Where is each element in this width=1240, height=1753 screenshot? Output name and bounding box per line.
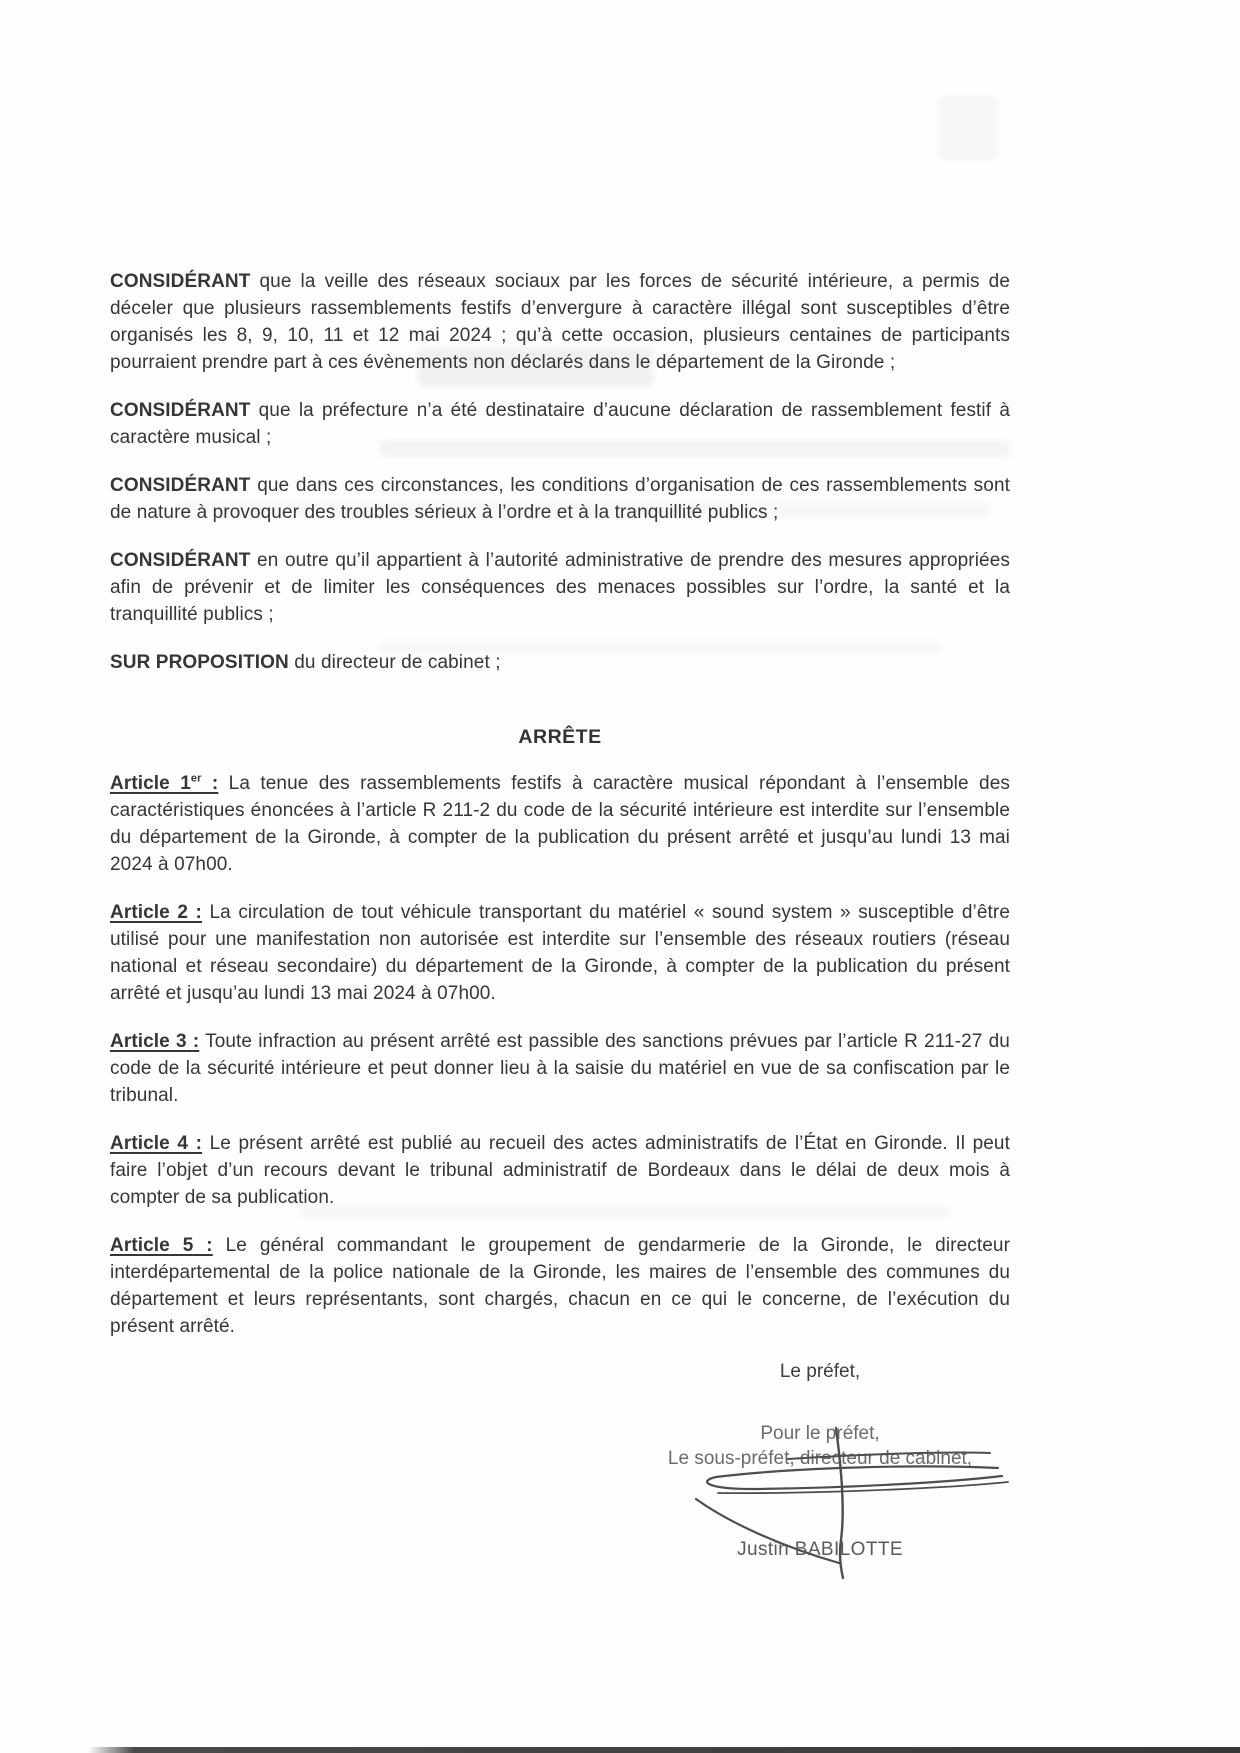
considerant-label: CONSIDÉRANT <box>110 475 251 496</box>
arrete-heading: ARRÊTE <box>518 726 602 748</box>
considerant-text: que dans ces circonstances, les conditions d’organisation de ces rassemblements sont de nature à provoquer des troubles sérieux à l’ordre et à la tranquillité publics ; <box>110 475 1010 523</box>
article-1-paragraph <box>110 770 1010 878</box>
considerant-text: que la préfecture n’a été destinataire d’aucune déclaration de rassemblement festif à caractère musical ; <box>110 400 1010 448</box>
article-2-label: Article 2 : <box>110 902 202 923</box>
considerant-label: CONSIDÉRANT <box>110 400 251 421</box>
signature-block <box>610 1358 1030 1598</box>
signature-title-prefet: Le préfet, <box>779 1361 861 1382</box>
considerant-text: en outre qu’il appartient à l’autorité administrative de prendre des mesures appropriées afin de prévenir et de limiter les conséquences des menaces possibles sur l’ordre, la santé et la tranquillité publics ; <box>110 550 1010 625</box>
considerant-label: CONSIDÉRANT <box>110 550 251 571</box>
sur-proposition-label: SUR PROPOSITION <box>110 652 289 673</box>
article-5-paragraph <box>110 1232 1010 1340</box>
sur-proposition-paragraph <box>110 649 1010 676</box>
considerant-paragraph-4 <box>110 547 1010 628</box>
considerant-text: que la veille des réseaux sociaux par les forces de sécurité intérieure, a permis de déceler que plusieurs rassemblements festifs d’envergure à caractère illégal sont susceptibles d’être organisés les 8, 9, 10, 11 et 12 mai 2024 ; qu’à cette occasion, plusieurs centaines de participants pourraient prendre part à ces évènements non déclarés dans le département de la Gironde ; <box>110 271 1010 373</box>
sur-proposition-text: du directeur de cabinet ; <box>294 652 501 673</box>
article-3-text: Toute infraction au présent arrêté est passible des sanctions prévues par l’article R 211-27 du code de la sécurité intérieure et peut donner lieu à la saisie du matériel en vue de sa confiscation par le tribunal. <box>110 1031 1010 1106</box>
article-1-text: La tenue des rassemblements festifs à caractère musical répondant à l’ensemble des caractéristiques énoncées à l’article R 211-2 du code de la sécurité intérieure est interdite sur l’ensemble du département de la Gironde, à compter de la publication du présent arrêté et jusqu’au lundi 13 mai 2024 à 07h00. <box>110 773 1010 875</box>
article-3-label: Article 3 : <box>110 1031 200 1052</box>
article-4-label: Article 4 : <box>110 1133 203 1154</box>
article-3-paragraph <box>110 1028 1010 1109</box>
article-4-paragraph <box>110 1130 1010 1211</box>
article-1-label: Article 1er : <box>110 772 219 794</box>
article-1-superscript: er <box>190 772 202 785</box>
article-4-text: Le présent arrêté est publié au recueil des actes administratifs de l’État en Gironde. Il peut faire l’objet d’un recours devant le tribunal administratif de Bordeaux dans le délai de deux mois à compter de sa publication. <box>110 1133 1010 1208</box>
signature-sous-prefet-title: Le sous-préfet, directeur de cabinet, <box>667 1448 973 1469</box>
considerant-paragraph-1 <box>110 268 1010 376</box>
article-5-text: Le général commandant le groupement de gendarmerie de la Gironde, le directeur interdépartemental de la police nationale de la Gironde, les maires de l’ensemble des communes du département et leurs représentants, sont chargés, chacun en ce qui le concerne, de l’exécution du présent arrêté. <box>110 1235 1011 1337</box>
considerant-label: CONSIDÉRANT <box>110 271 251 292</box>
considerant-paragraph-2 <box>110 397 1010 451</box>
signature-pour-le-prefet: Pour le préfet, <box>760 1423 880 1444</box>
scan-edge-artifact <box>88 1747 1240 1753</box>
considerant-paragraph-3 <box>110 472 1010 526</box>
article-2-paragraph <box>110 899 1010 1007</box>
signature-name: Justin BABILOTTE <box>737 1539 903 1560</box>
article-2-text: La circulation de tout véhicule transportant du matériel « sound system » susceptible d’être utilisé pour une manifestation non autorisée est interdite sur l’ensemble des réseaux routiers (réseau national et réseau secondaire) du département de la Gironde, à compter de la publication du présent arrêté et jusqu’au lundi 13 mai 2024 à 07h00. <box>110 902 1010 1004</box>
article-5-label: Article 5 : <box>110 1235 213 1256</box>
